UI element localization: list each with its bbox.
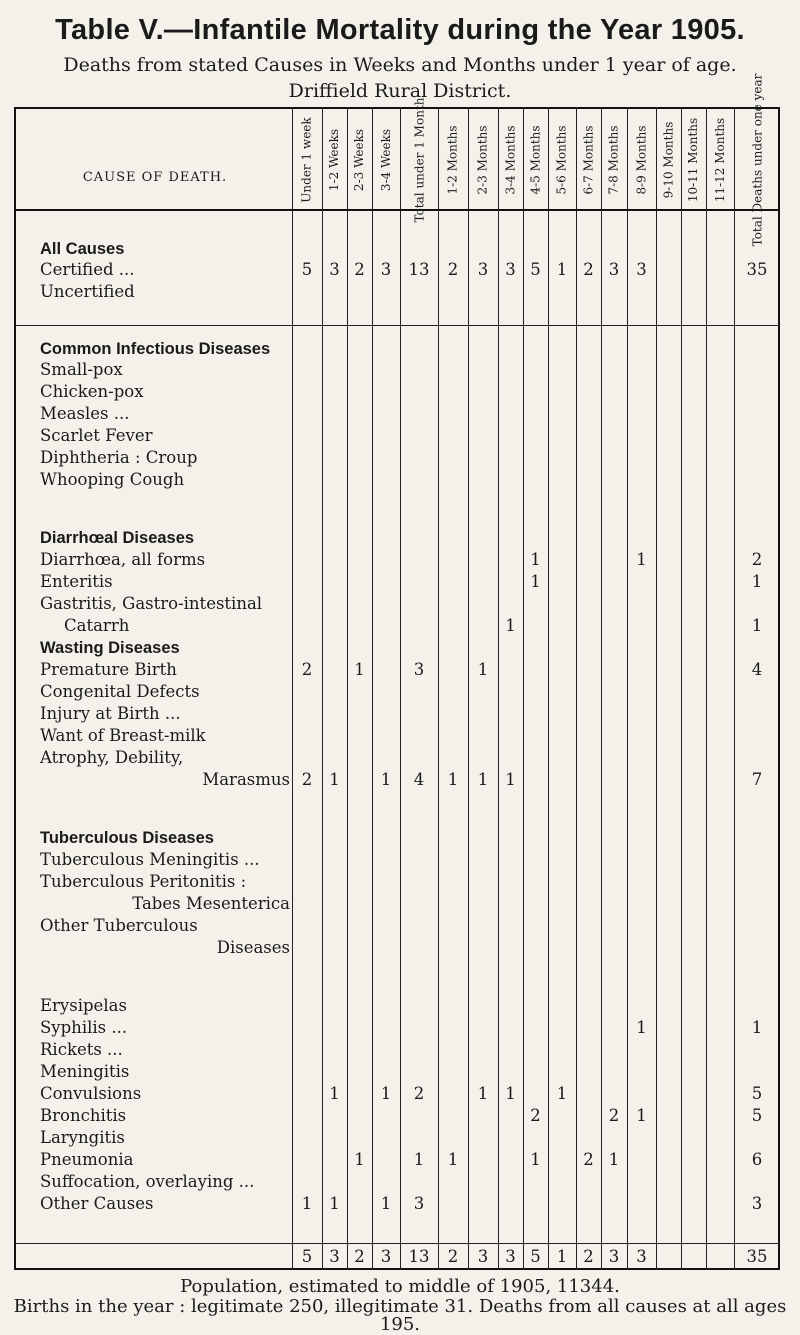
column-header-label: 2-3 Weeks [352,128,367,192]
table-cell: 1 [329,770,340,789]
row-rule [14,1243,780,1244]
column-header-label: 9-10 Months [661,121,676,199]
table-cell: 2 [530,1106,541,1125]
table-cell: 1 [608,1150,620,1169]
cause-label: Chicken-pox [40,382,144,401]
cause-label: Congenital Defects [40,682,200,701]
total-cell: 3 [505,1247,516,1266]
cause-label: Measles ... [40,404,130,423]
table-cell: 7 [751,770,763,789]
cause-label: Diphtheria : Croup [40,448,198,467]
column-header-label: Total under 1 Month [412,97,426,223]
column-header-label: 7-8 Months [607,125,621,195]
cause-label: Tabes Mesenterica [132,894,290,913]
table-cell: 2 [751,550,763,569]
column-header [656,115,681,205]
table-cell: 2 [608,1106,620,1125]
cause-label: Gastritis, Gastro-intestinal [40,594,263,613]
table-cell: 2 [583,260,594,279]
table-cell: 1 [505,1084,516,1103]
column-header-label: 10-11 Months [686,117,701,203]
table-cell: 1 [447,770,459,789]
cause-label: Small-pox [40,360,123,379]
table-cell: 1 [329,1084,340,1103]
column-header-label: Total Deaths under one year [750,73,765,247]
column-rule [681,107,682,1270]
table-cell: 1 [530,1150,541,1169]
table-cell: 1 [530,572,541,591]
cause-label: Scarlet Fever [40,426,153,445]
group-heading: Wasting Diseases [40,639,180,657]
table-cell: 3 [751,1194,763,1213]
cause-label: Tuberculous Meningitis ... [40,850,260,869]
table-cell: 1 [556,260,568,279]
table-cell: 3 [413,660,425,679]
cause-label: Catarrh [64,616,130,635]
cause-label: Want of Breast-milk [40,726,206,745]
table-cell: 1 [636,550,647,569]
total-cell: 3 [380,1247,392,1266]
table-cell: 2 [413,1084,425,1103]
births-note: Births in the year : legitimate 250, illegitimate 31. Deaths from all causes at all ages 195. [13,1296,787,1335]
column-header [322,115,347,205]
cause-label: Suffocation, overlaying ... [40,1172,255,1191]
column-header [468,115,498,205]
column-header [347,115,372,205]
table-cell: 3 [636,260,647,279]
cause-label: Other Tuberculous [40,916,198,935]
cause-label: Convulsions [40,1084,142,1103]
cause-label: Premature Birth [40,660,177,679]
table-subtitle: Deaths from stated Causes in Weeks and Months under 1 year of age. [63,54,737,76]
total-cell: 5 [530,1247,541,1266]
table-cell: 2 [447,260,459,279]
column-header-label: 2-3 Months [476,125,490,195]
cause-column-header: CAUSE OF DEATH. [82,170,228,185]
cause-label: Meningitis [40,1062,130,1081]
total-cell: 2 [447,1247,459,1266]
total-cell: 1 [556,1247,568,1266]
table-cell: 4 [413,770,425,789]
table-cell: 3 [608,260,620,279]
table-cell: 2 [354,260,365,279]
table-cell: 6 [751,1150,763,1169]
cause-label: Tuberculous Peritonitis : [40,872,247,891]
table-cell: 1 [477,770,489,789]
column-header-label: 11-12 Months [713,117,728,203]
column-rule [627,107,628,1270]
table-cell: 1 [751,572,763,591]
cause-label: Diseases [216,938,290,957]
column-header [292,115,322,205]
table-cell: 3 [505,260,516,279]
total-cell: 13 [408,1247,430,1266]
cause-label: Pneumonia [40,1150,134,1169]
cause-label: Certified ... [40,260,135,279]
cause-label: Laryngitis [40,1128,125,1147]
cause-label: Syphilis ... [40,1018,128,1037]
group-heading: Tuberculous Diseases [40,829,214,847]
column-header-label: 3-4 Weeks [379,128,394,192]
table-cell: 5 [751,1106,763,1125]
column-header-label: 3-4 Months [503,125,518,195]
table-cell: 1 [530,550,541,569]
cause-label: Atrophy, Debility, [40,748,184,767]
group-heading: All Causes [40,240,125,258]
table-cell: 1 [380,770,392,789]
group-heading: Common Infectious Diseases [40,340,271,358]
table-cell: 1 [477,660,489,679]
cause-label: Uncertified [40,282,135,301]
table-cell: 1 [505,770,516,789]
table-cell: 5 [530,260,541,279]
column-header [400,97,438,223]
table-cell: 3 [380,260,392,279]
column-header [734,73,780,247]
table-title: Table V.—Infantile Mortality during the Year 1905. [55,14,745,46]
table-cell: 1 [301,1194,313,1213]
cause-label: Bronchitis [40,1106,127,1125]
total-cell: 3 [608,1247,620,1266]
column-header [523,115,548,205]
table-cell: 1 [636,1106,647,1125]
cause-label: Rickets ... [40,1040,123,1059]
total-cell: 2 [354,1247,365,1266]
cause-label: Enteritis [40,572,113,591]
column-header-label: 1-2 Weeks [327,128,342,192]
population-note: Population, estimated to middle of 1905, 11344. [180,1276,620,1297]
cause-label: Other Causes [40,1194,154,1213]
column-header-label: 5-6 Months [555,125,569,195]
cause-label: Marasmus [202,770,290,789]
column-header [576,115,601,205]
row-rule [14,209,780,211]
table-cell: 1 [354,660,365,679]
table-cell: 4 [751,660,763,679]
column-rule [734,107,735,1270]
total-cell: 35 [746,1247,768,1266]
column-header [372,115,400,205]
table-cell: 3 [329,260,340,279]
column-rule [706,107,707,1270]
column-header-label: 6-7 Months [581,125,596,195]
row-rule [14,325,780,326]
column-header [601,115,627,205]
table-cell: 3 [477,260,489,279]
table-cell: 1 [477,1084,489,1103]
table-cell: 1 [380,1194,392,1213]
table-cell: 1 [556,1084,568,1103]
column-header [706,115,734,205]
table-cell: 1 [380,1084,392,1103]
table-cell: 1 [329,1194,340,1213]
column-header-label: 1-2 Months [446,125,460,195]
total-cell: 3 [477,1247,489,1266]
group-heading: Diarrhœal Diseases [40,529,195,547]
column-rule [601,107,602,1270]
table-cell: 5 [751,1084,763,1103]
cause-label: Whooping Cough [40,470,185,489]
column-header [681,115,706,205]
table-cell: 1 [751,1018,763,1037]
total-cell: 3 [329,1247,340,1266]
table-cell: 2 [301,770,313,789]
table-cell: 1 [354,1150,365,1169]
total-cell: 3 [636,1247,647,1266]
total-cell: 2 [583,1247,594,1266]
cause-label: Injury at Birth ... [40,704,181,723]
column-header-label: 8-9 Months [634,125,649,195]
column-rule [292,107,293,1270]
table-cell: 2 [583,1150,594,1169]
column-header [498,115,523,205]
total-cell: 5 [301,1247,313,1266]
table-cell: 2 [301,660,313,679]
table-cell: 5 [301,260,313,279]
table-cell: 1 [505,616,516,635]
column-header-label: 4-5 Months [528,125,543,195]
table-cell: 1 [751,616,763,635]
table-cell: 13 [408,260,430,279]
table-cell: 1 [636,1018,647,1037]
column-rule [656,107,657,1270]
column-header [438,115,468,205]
table-cell: 1 [447,1150,459,1169]
cause-label: Diarrhœa, all forms [40,550,206,569]
column-header [548,115,576,205]
table-cell: 1 [413,1150,425,1169]
district-name: Driffield Rural District. [288,80,512,102]
table-cell: 35 [746,260,768,279]
table-cell: 3 [413,1194,425,1213]
cause-label: Erysipelas [40,996,127,1015]
column-header-label: Under 1 week [300,117,314,203]
column-header [627,115,656,205]
